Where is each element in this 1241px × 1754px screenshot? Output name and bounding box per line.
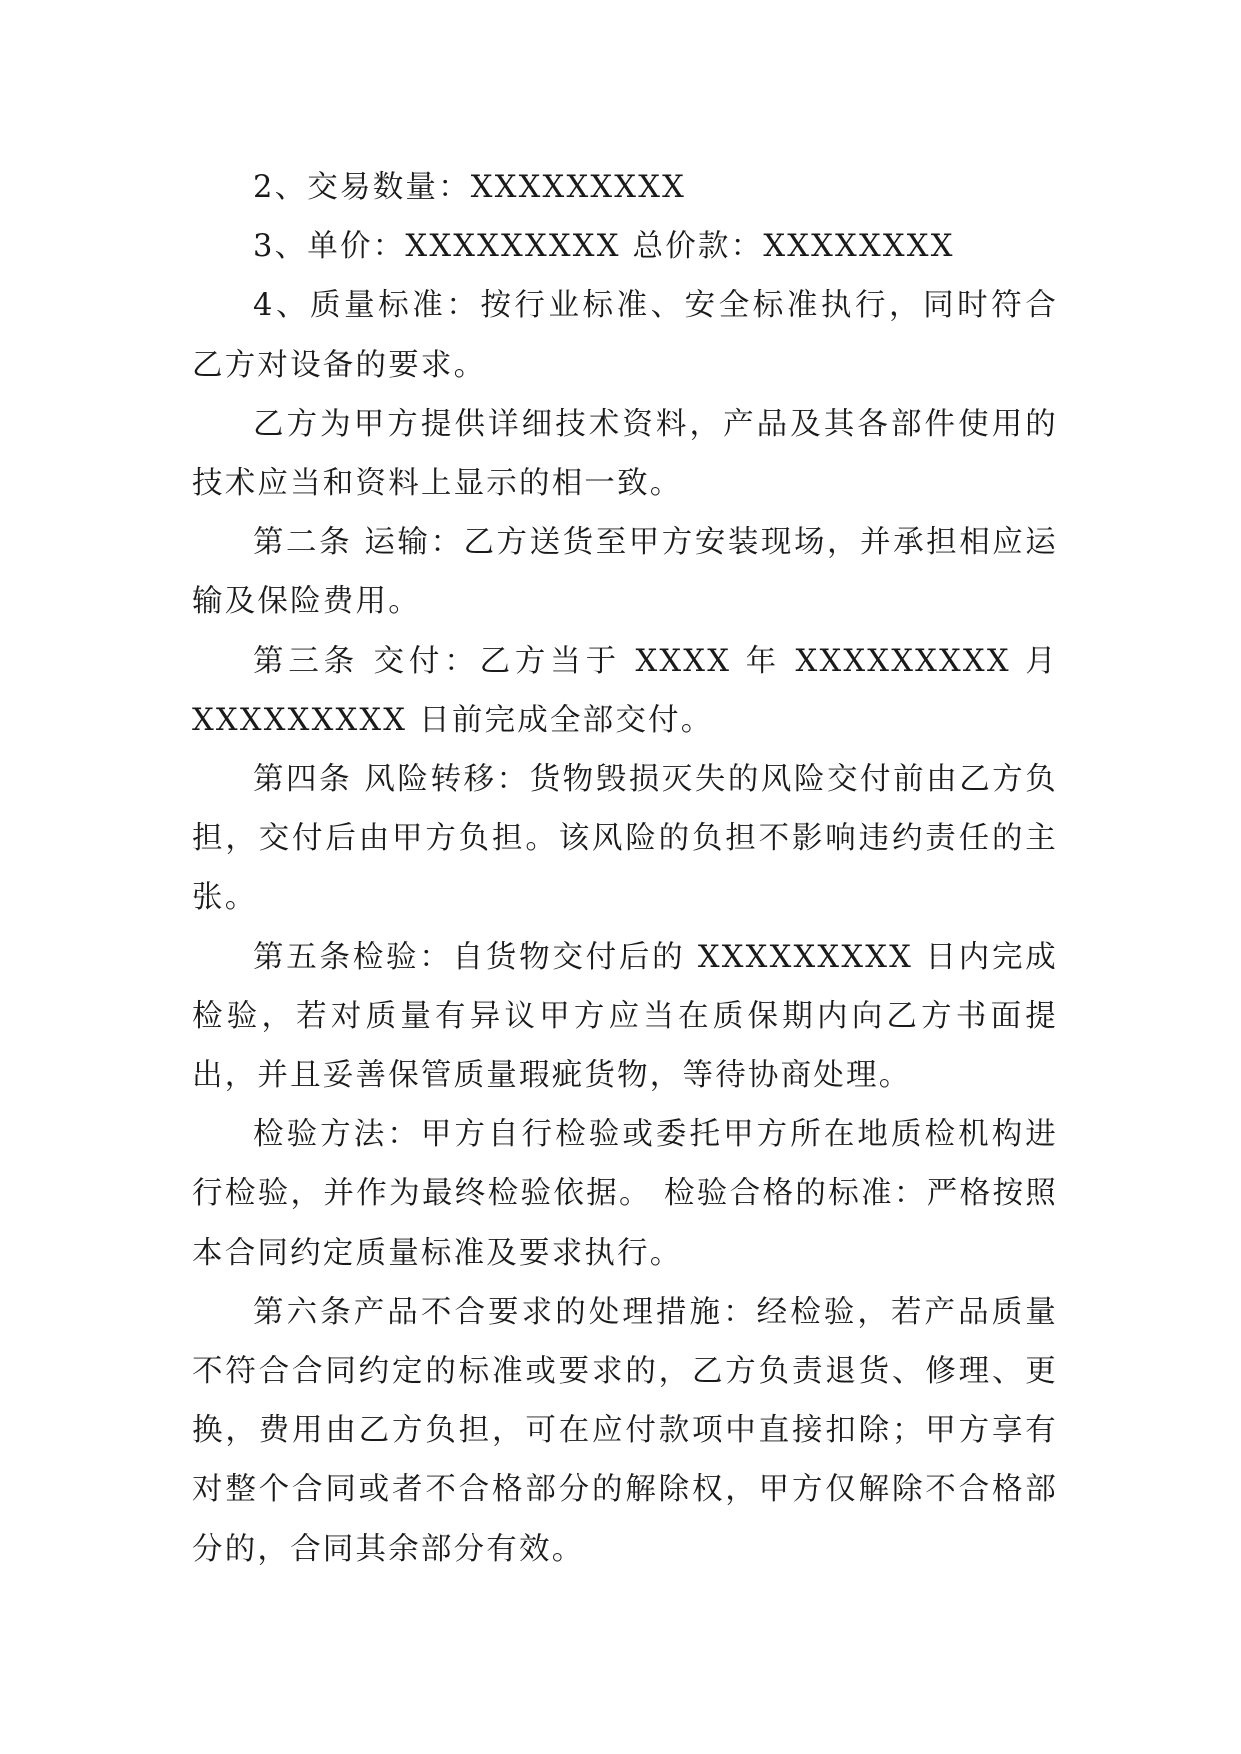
- article-4-risk-transfer: 第四条 风险转移：货物毁损灭失的风险交付前由乙方负担，交付后由甲方负担。该风险的负担不影响违约责任的主张。: [192, 762, 1058, 916]
- article-2-transport: 第二条 运输：乙方送货至甲方安装现场，并承担相应运输及保险费用。: [192, 525, 1058, 620]
- clause-quality-standard: 4、质量标准：按行业标准、安全标准执行，同时符合乙方对设备的要求。: [192, 288, 1058, 383]
- article-5-inspection: 第五条检验：自货物交付后的 XXXXXXXXX 日内完成检验，若对质量有异议甲方应当在质保期内向乙方书面提出，并且妥善保管质量瑕疵货物，等待协商处理。: [192, 939, 1058, 1094]
- clause-technical-data: 乙方为甲方提供详细技术资料，产品及其各部件使用的技术应当和资料上显示的相一致。: [192, 406, 1058, 502]
- inspection-method: 检验方法：甲方自行检验或委托甲方所在地质检机构进行检验，并作为最终检验依据。 检验合格的标准：严格按照本合同约定质量标准及要求执行。: [192, 1117, 1058, 1271]
- article-6-nonconformity: 第六条产品不合要求的处理措施：经检验，若产品质量不符合合同约定的标准或要求的，乙方负责退货、修理、更换，费用由乙方负担，可在应付款项中直接扣除；甲方享有对整个合同或者不合格部分的解除权，甲方仅解除不合格部分的，合同其余部分有效。: [192, 1294, 1058, 1567]
- contract-body: [192, 158, 1058, 1579]
- article-3-delivery: 第三条 交付：乙方当于 XXXX 年 XXXXXXXXX 月 XXXXXXXXX 日前完成全部交付。: [192, 643, 1058, 738]
- clause-quantity: 2、交易数量：XXXXXXXXX: [253, 170, 687, 205]
- clause-price: 3、单价：XXXXXXXXX 总价款：XXXXXXXX: [253, 229, 955, 265]
